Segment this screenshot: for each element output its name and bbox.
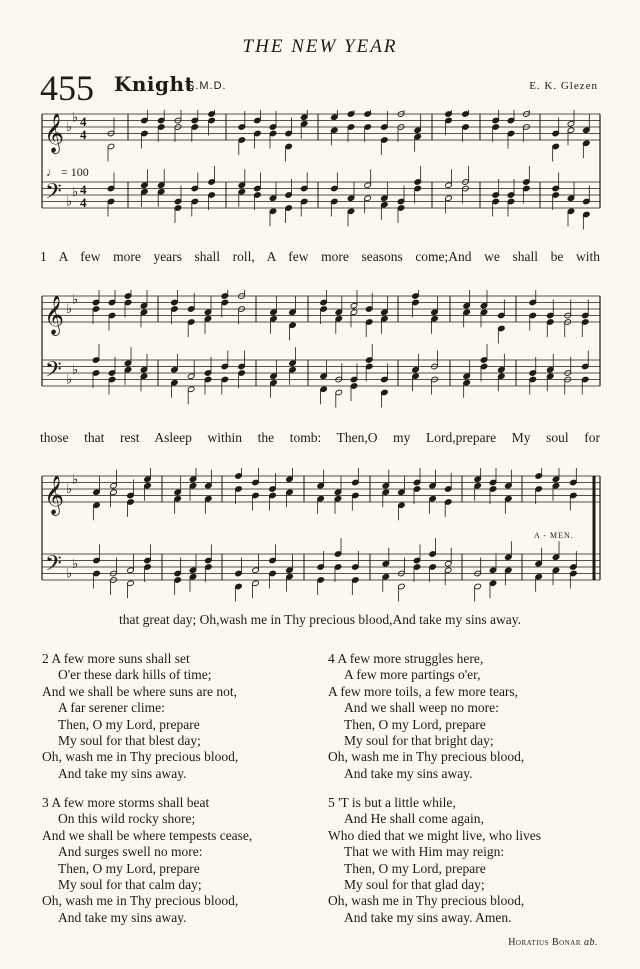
bass-clef-icon: 𝄢: [45, 179, 62, 210]
flat-icon: ♭: [72, 110, 79, 125]
time-signature: 4: [80, 182, 87, 197]
stanza-line: And He shall come again,: [344, 811, 484, 827]
composer: E. K. Glezen: [529, 80, 598, 92]
stanza-5: [328, 795, 541, 926]
stanza-line: On this wild rocky shore;: [58, 811, 196, 827]
time-signature: 4: [80, 127, 87, 142]
stanza-line: And we shall weep no more:: [344, 700, 499, 716]
treble-clef-icon: 𝄞: [44, 475, 65, 515]
stanza-line: Oh, wash me in Thy precious blood,: [42, 749, 239, 765]
flat-icon: ♭: [66, 481, 73, 496]
stanza-line: 4 A few more struggles here,: [328, 651, 484, 666]
treble-clef-icon: 𝄞: [44, 295, 65, 335]
flat-icon: ♭: [72, 471, 79, 487]
music-system-1: [40, 110, 602, 236]
flat-icon: ♭: [66, 301, 73, 316]
stanza-line: Who died that we might live, who lives: [328, 827, 541, 843]
stanza-line: And take my sins away.: [58, 765, 187, 781]
stanza-line: Then, O my Lord, prepare: [344, 860, 486, 876]
stanza-line: Then, O my Lord, prepare: [344, 716, 486, 732]
stanza-line: My soul for that blest day;: [58, 733, 201, 749]
stanza-line: Oh, wash me in Thy precious blood,: [42, 893, 239, 909]
stanza-line: A few more toils, a few more tears,: [328, 683, 519, 699]
stanza-line: My soul for that bright day;: [344, 733, 494, 749]
attribution-note: ab.: [584, 937, 598, 948]
stanza-line: And we shall be where tempests cease,: [42, 827, 253, 843]
stanza-line: 5 'T is but a little while,: [328, 795, 456, 810]
lyric-line-1: 1 A few more years shall roll, A few more seasons come;And we shall be with: [40, 249, 600, 264]
flat-icon: ♭: [72, 555, 79, 571]
stanza-line: Oh, wash me in Thy precious blood,: [328, 893, 525, 909]
flat-icon: ♭: [66, 371, 73, 387]
time-signature: 4: [80, 114, 87, 129]
bass-clef-icon: 𝄢: [45, 357, 62, 388]
tempo-marking: ♩ = 100: [46, 165, 89, 179]
flat-icon: ♭: [72, 291, 79, 307]
stanza-line: Then, O my Lord, prepare: [58, 860, 200, 876]
stanza-line: 2 A few more suns shall set: [42, 651, 190, 666]
time-signature: 4: [80, 195, 87, 210]
stanza-line: My soul for that calm day;: [58, 877, 202, 893]
stanza-line: 3 A few more storms shall beat: [42, 795, 210, 810]
flat-icon: ♭: [72, 183, 79, 199]
stanza-line: A few more partings o'er,: [344, 667, 481, 683]
hymn-number: 455: [40, 68, 94, 108]
amen-label: A - MEN.: [534, 531, 574, 540]
bass-clef-icon: 𝄢: [45, 551, 62, 582]
stanza-line: And take my sins away.: [58, 909, 187, 925]
section-title: THE NEW YEAR: [242, 36, 398, 57]
stanza-line: And we shall be where suns are not,: [42, 683, 237, 699]
lyric-line-3: that great day; Oh,wash me in Thy precious blood,And take my sins away.: [119, 612, 521, 627]
stanza-line: Then, O my Lord, prepare: [58, 716, 200, 732]
music-system-3: [40, 468, 602, 604]
stanza-line: And surges swell no more:: [58, 844, 203, 860]
stanza-line: Oh, wash me in Thy precious blood,: [328, 749, 525, 765]
stanza-line: That we with Him may reign:: [344, 844, 505, 860]
meter: S.M.D.: [187, 80, 227, 92]
flat-icon: ♭: [72, 361, 79, 377]
stanza-3: [42, 795, 252, 926]
flat-icon: ♭: [66, 119, 73, 134]
treble-clef-icon: 𝄞: [44, 113, 65, 153]
stanza-4: [328, 651, 524, 782]
attribution: [508, 937, 598, 948]
lyric-line-2: those that rest Asleep within the tomb: Then,O my Lord,prepare My soul for: [40, 430, 600, 445]
tune-name: Knight: [114, 72, 195, 96]
stanza-2: [42, 651, 238, 782]
flat-icon: ♭: [66, 193, 73, 209]
stanza-line: A far serener clime:: [58, 700, 165, 716]
author-name: Horatius Bonar: [508, 937, 581, 948]
music-system-2: [40, 290, 602, 416]
stanza-line: And take my sins away.: [344, 765, 473, 781]
stanza-line: O'er these dark hills of time;: [58, 667, 212, 683]
flat-icon: ♭: [66, 565, 73, 581]
stanza-line: My soul for that glad day;: [344, 877, 485, 893]
stanza-line: And take my sins away. Amen.: [344, 909, 512, 925]
